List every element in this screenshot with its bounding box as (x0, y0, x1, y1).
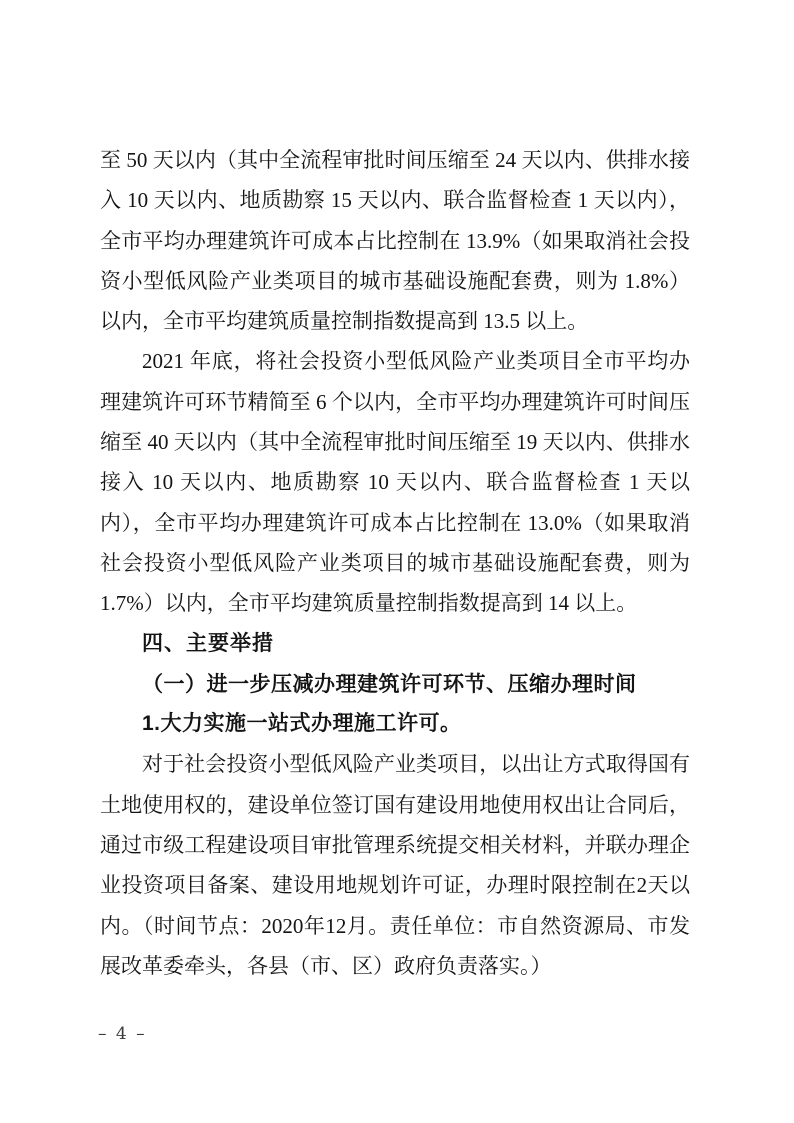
document-body (100, 140, 690, 986)
subsection-heading-reduce-steps: （一）进一步压减办理建筑许可环节、压缩办理时间 (142, 671, 637, 696)
paragraph-2021-targets: 2021 年底，将社会投资小型低风险产业类项目全市平均办理建筑许可环节精简至 6 个以内，全市平均办理建筑许可时间压缩至 40 天以内（其中全流程审批时间压缩至 19 天以内、供排水接入 10 天以内、地质勘察 10 天以内、联合监督检查 1 天以内），全市平均办理建筑许可成本占比控制在 13.0%（如果取消社会投资小型低风险产业类项目的城市基础设施配套费，则为 1.7%）以内，全市平均建筑质量控制指数提高到 14 以上。 (100, 349, 690, 616)
paragraph-measure-detail (100, 744, 690, 986)
paragraph-2020-targets-continuation: 至 50 天以内（其中全流程审批时间压缩至 24 天以内、供排水接入 10 天以内、地质勘察 15 天以内、联合监督检查 1 天以内），全市平均办理建筑许可成本占比控制在 13.9%（如果取消社会投资小型低风险产业类项目的城市基础设施配套费，则为 1.8%）以内，全市平均建筑质量控制指数提高到 13.5 以上。 (100, 148, 690, 334)
section-heading-main-measures: 四、主要举措 (142, 631, 274, 655)
measure-responsibility-note: （时间节点：2020年12月。责任单位：市自然资源局、市发展改革委牵头，各县（市、区）政府负责落实。） (100, 913, 691, 978)
measure-detail-text: 对于社会投资小型低风险产业类项目，以出让方式取得国有土地使用权的，建设单位签订国有建设用地使用权出让合同后，通过市级工程建设项目审批管理系统提交相关材料，并联办理企业投资项目备案、建设用地规划许可证，办理时限控制在2天以内。 (100, 752, 690, 938)
item-heading-one-stop-permit: 1.大力实施一站式办理施工许可。 (142, 712, 462, 736)
page-number: – 4 – (98, 1024, 147, 1044)
